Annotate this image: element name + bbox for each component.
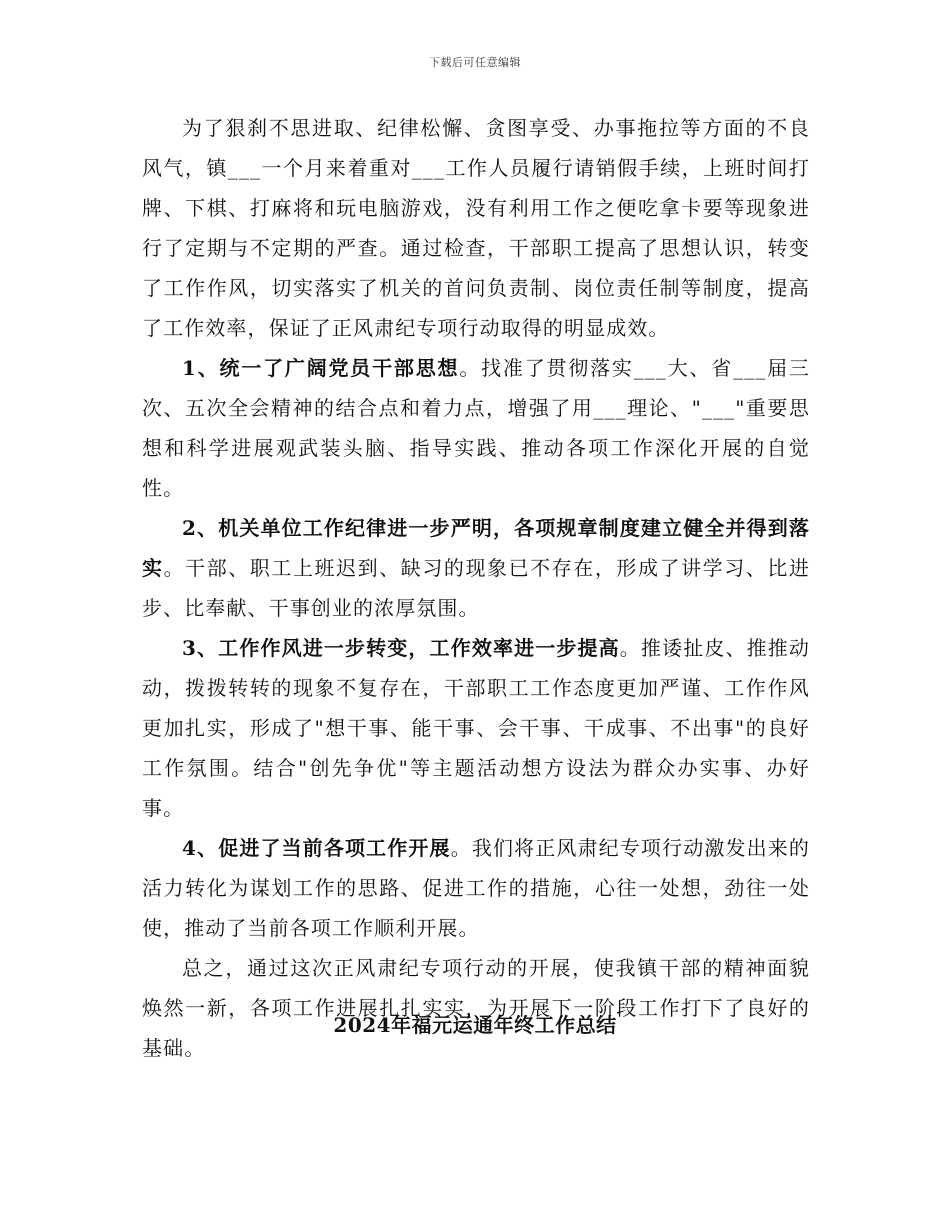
paragraph-point-1 (142, 348, 810, 508)
paragraph-point-3 (142, 628, 810, 828)
paragraph-text: 。我们将正风肃纪专项行动激发出来的活力转化为谋划工作的思路、促进工作的措施，心往一处想，劲往一处使，推动了当前各项工作顺利开展。 (142, 836, 810, 940)
paragraph-text: 为了狠刹不思进取、纪律松懈、贪图享受、办事拖拉等方面的不良风气，镇___一个月来着重对___工作人员履行请销假手续，上班时间打牌、下棋、打麻将和玩电脑游戏，没有利用工作之便吃拿卡要等现象进行了定期与不定期的严查。通过检查，干部职工提高了思想认识，转变了工作作风，切实落实了机关的首问负责制、岗位责任制等制度，提高了工作效率，保证了正风肃纪专项行动取得的明显成效。 (142, 116, 810, 340)
paragraph-text: 。找准了贯彻落实___大、省___届三次、五次全会精神的结合点和着力点，增强了用___理论、"___"重要思想和科学进展观武装头脑、指导实践、推动各项工作深化开展的自觉性。 (142, 356, 810, 500)
paragraph-text: 。推诿扯皮、推推动动，拨拨转转的现象不复存在，干部职工工作态度更加严谨、工作作风更加扎实，形成了"想干事、能干事、会干事、干成事、不出事"的良好工作氛围。结合"创先争优"等主题活动想方设法为群众办实事、办好事。 (142, 636, 810, 820)
document-body (142, 108, 810, 1068)
paragraph-text: 总之，通过这次正风肃纪专项行动的开展，使我镇干部的精神面貌焕然一新，各项工作进展扎扎实实，为开展下一阶段工作打下了良好的基础。 (142, 956, 810, 1060)
next-document-title: 2024年福元运通年终工作总结 (333, 1013, 617, 1037)
paragraph-lead: 3、工作作风进一步转变，工作效率进一步提高 (182, 636, 620, 660)
paragraph-point-2 (142, 508, 810, 628)
paragraph-lead: 4、促进了当前各项工作开展 (182, 836, 451, 860)
paragraph-lead: 1、统一了广阔党员干部思想 (182, 356, 460, 380)
paragraph-text: 。干部、职工上班迟到、缺习的现象已不存在，形成了讲学习、比进步、比奉献、干事创业的浓厚氛围。 (142, 556, 811, 620)
paragraph-lead: 2、机关单位工作纪律进一步严明，各项规章制度建立健全并得到落实 (142, 516, 810, 580)
paragraph-point-4 (142, 828, 810, 948)
page-header-note: 下载后可任意编辑 (429, 56, 521, 69)
paragraph-conclusion (142, 948, 810, 1068)
paragraph-intro (142, 108, 810, 348)
